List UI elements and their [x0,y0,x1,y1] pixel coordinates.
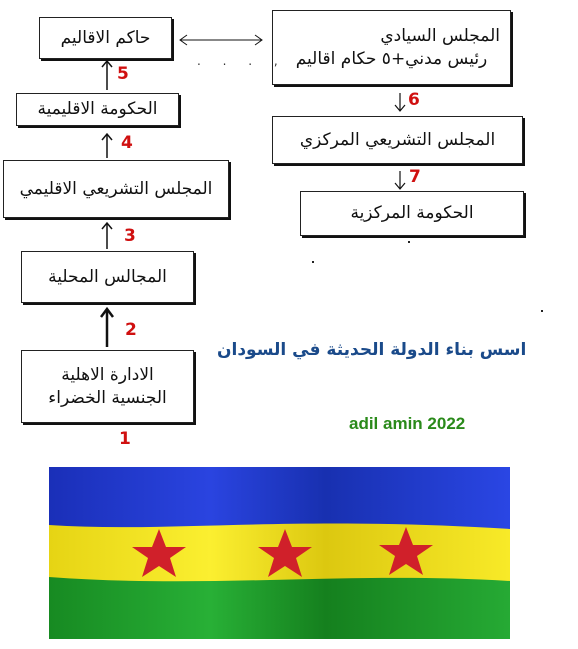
sovereign-council-line2: رئيس مدني+٥ حكام اقاليم [295,48,488,69]
speck [541,310,543,312]
central-legislative-box [272,116,523,164]
regional-government-box [16,93,179,126]
step-number-1: 1 [119,429,131,449]
step-number-3: 3 [124,226,136,246]
arrow-up-2 [99,306,115,348]
step-number-7: 7 [409,167,421,187]
arrow-up-5 [100,58,114,92]
speck [408,241,410,243]
local-councils-box [21,251,194,303]
regional-government-label: الحكومة الاقليمية [37,99,158,120]
connector-dots: . . . , [197,54,287,68]
arrow-down-7 [393,170,407,192]
central-government-box [300,191,524,236]
central-government-label: الحكومة المركزية [350,203,474,224]
speck [312,261,314,263]
regional-legislative-label: المجلس التشريعي الاقليمي [19,178,213,199]
native-administration-line2: الجنسية الخضراء [48,387,167,408]
flag-image [49,467,510,639]
sovereign-council-box [272,10,511,85]
step-number-4: 4 [121,133,133,153]
arrow-up-4 [100,131,114,159]
flag-stripe-green [49,577,510,639]
regional-legislative-box [3,160,229,218]
native-administration-line1: الادارة الاهلية [61,365,154,386]
author-credit: adil amin 2022 [349,414,466,433]
local-councils-label: المجالس المحلية [48,266,167,287]
step-number-6: 6 [408,90,420,110]
native-administration-box [21,350,194,423]
arrow-up-3 [100,220,114,250]
central-legislative-label: المجلس التشريعي المركزي [299,129,496,150]
sovereign-council-line1: المجلس السيادي [380,26,500,47]
arrow-governor-sovereign [176,32,266,48]
flag-stripe-blue [49,467,510,529]
step-number-5: 5 [117,64,129,84]
step-number-2: 2 [125,320,137,340]
governor-label: حاكم الاقاليم [60,27,151,48]
governor-box [39,17,172,59]
diagram-title: اسس بناء الدولة الحديثة في السودان [217,340,527,360]
arrow-down-6 [393,92,407,114]
